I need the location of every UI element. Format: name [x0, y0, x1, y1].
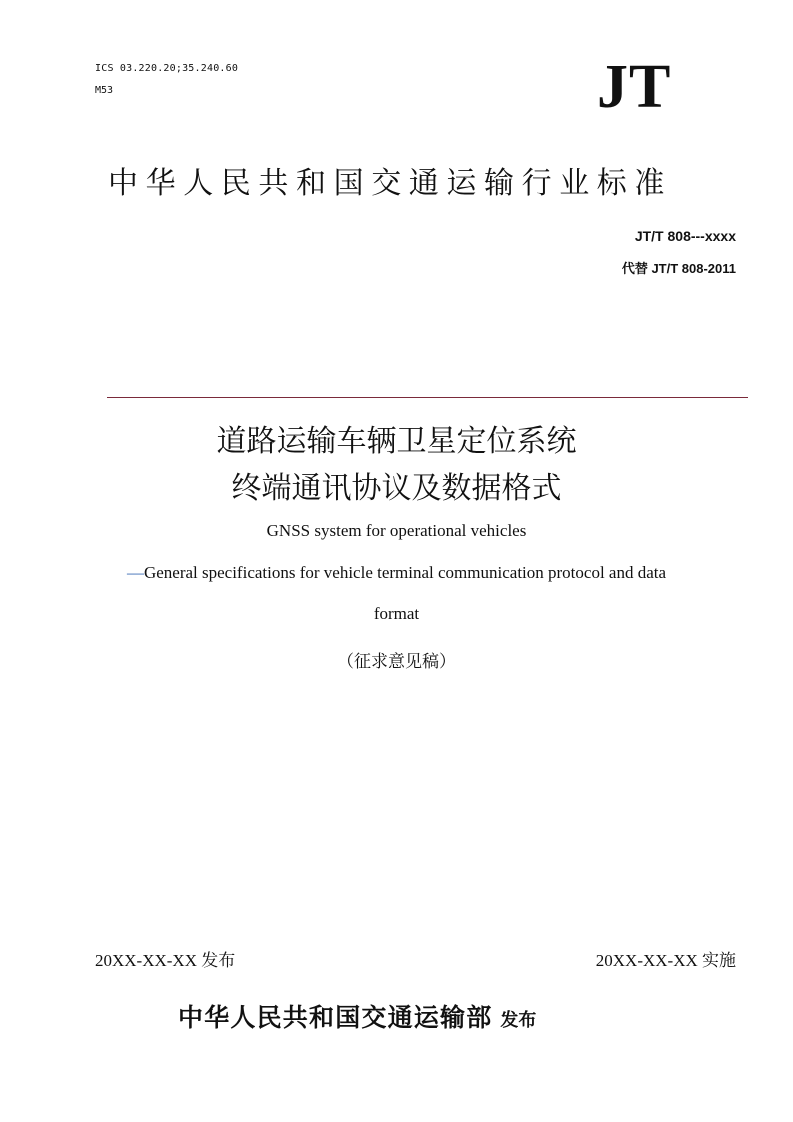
publisher-line — [178, 998, 536, 1034]
standard-number: JT/T 808---xxxx — [634, 228, 736, 244]
document-title-line-1: 道路运输车辆卫星定位系统 — [216, 424, 577, 459]
publisher-suffix: 发布 — [500, 1010, 537, 1031]
ics-code: ICS 03.220.20;35.240.60 — [95, 63, 239, 74]
draft-status: （征求意见稿） — [337, 652, 456, 672]
english-title-line-2-text: General specifications for vehicle terminal communication protocol and data — [143, 563, 667, 582]
classification-code: M53 — [95, 85, 114, 96]
document-title-line-2: 终端通讯协议及数据格式 — [231, 471, 562, 506]
english-title-line-3: format — [373, 604, 420, 623]
issue-date: 20XX-XX-XX 发布 — [95, 951, 236, 970]
english-title-line-2 — [0, 562, 793, 584]
title-dash: — — [126, 563, 144, 582]
jt-logo: JT — [597, 53, 672, 121]
english-title-line-1: GNSS system for operational vehicles — [266, 521, 527, 540]
replaces-standard: 代替 JT/T 808-2011 — [621, 261, 736, 276]
publisher-name: 中华人民共和国交通运输部 — [178, 1003, 493, 1032]
divider-rule — [107, 397, 748, 398]
implementation-date: 20XX-XX-XX 实施 — [595, 951, 736, 970]
industry-standard-title: 中华人民共和国交通运输行业标准 — [108, 166, 672, 201]
